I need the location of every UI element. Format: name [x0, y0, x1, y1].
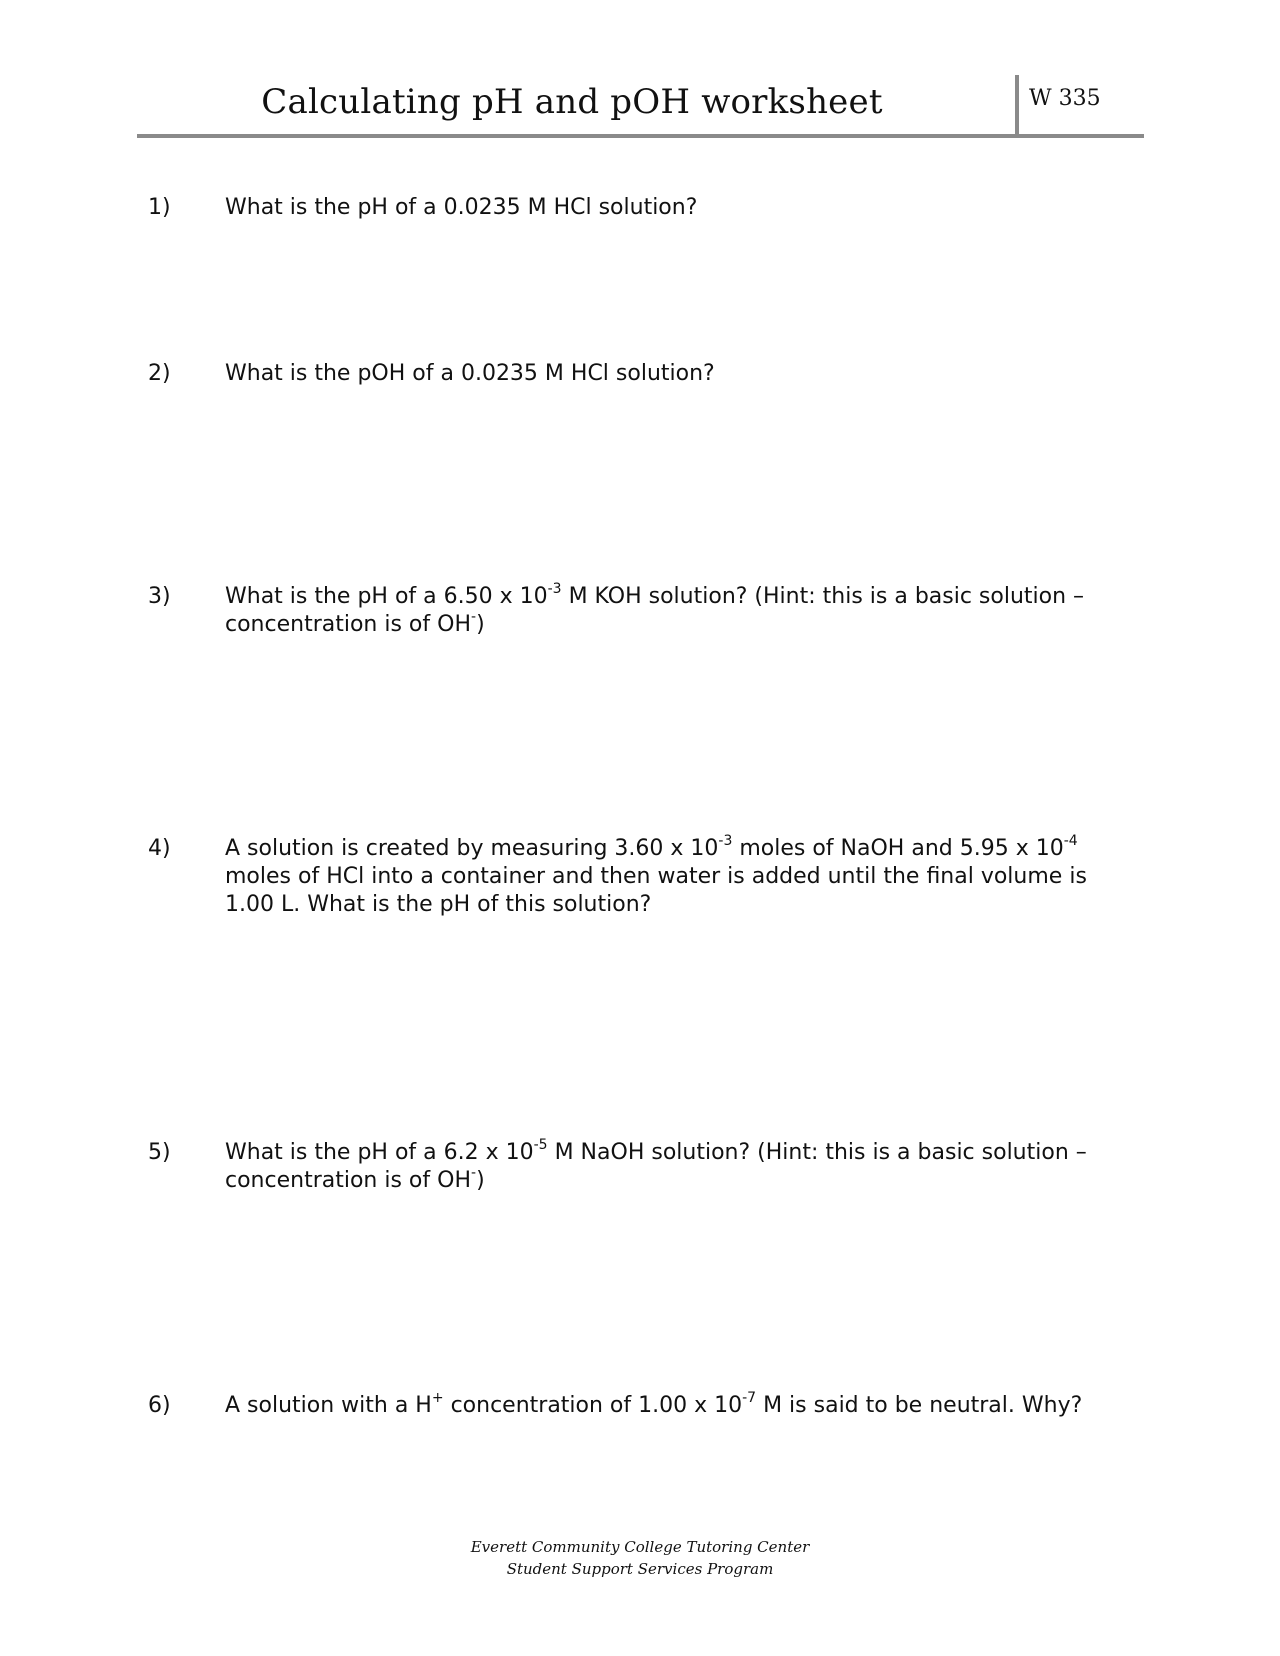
question-1-text [225, 194, 1125, 222]
question-4-part: A solution is created by measuring 3.60 x 10 [225, 836, 719, 861]
header-rule [137, 134, 1144, 138]
question-3-text [225, 580, 1125, 639]
question-3-number: 3) [148, 584, 171, 609]
question-6-number: 6) [148, 1393, 171, 1418]
question-6-part: M is said to be neutral. Why? [756, 1393, 1083, 1418]
question-6-exponent: -7 [742, 1389, 757, 1406]
question-4-text [225, 832, 1125, 919]
question-1-number: 1) [148, 195, 171, 220]
question-4-part: moles of HCl into a container and then water is added until the final volume is 1.00 L. What is the pH of this solution? [225, 864, 1087, 917]
question-5-part: What is the pH of a 6.2 x 10 [225, 1140, 534, 1165]
question-6-charge: + [431, 1389, 444, 1406]
question-5-part: M NaOH solution? (Hint: this is a basic solution – concentration is of OH [225, 1140, 1087, 1193]
question-5-part: ) [476, 1168, 485, 1193]
question-5-charge: - [471, 1164, 477, 1181]
question-3-charge: - [471, 608, 477, 625]
question-3-part: ) [476, 612, 485, 637]
footer-line-1: Everett Community College Tutoring Center [470, 1538, 810, 1556]
question-3-part: M KOH solution? (Hint: this is a basic solution – concentration is of OH [225, 584, 1085, 637]
question-6-part: concentration of 1.00 x 10 [443, 1393, 743, 1418]
question-6-part: A solution with a H [225, 1393, 432, 1418]
footer [0, 1536, 1280, 1580]
question-4-number: 4) [148, 836, 171, 861]
question-2-text [225, 360, 1125, 388]
question-6-text [225, 1389, 1125, 1420]
question-4-part: moles of NaOH and 5.95 x 10 [732, 836, 1064, 861]
question-4-exponent: -3 [718, 832, 733, 849]
question-3-part: What is the pH of a 6.50 x 10 [225, 584, 548, 609]
question-5-text [225, 1136, 1125, 1195]
question-1-part: What is the pH of a 0.0235 M HCl solution? [225, 195, 698, 220]
worksheet-title: Calculating pH and pOH worksheet [261, 82, 883, 122]
question-3-exponent: -3 [547, 580, 562, 597]
question-5-exponent: -5 [533, 1136, 548, 1153]
question-2-part: What is the pOH of a 0.0235 M HCl solution? [225, 361, 715, 386]
header-divider [1015, 75, 1019, 136]
question-5-number: 5) [148, 1140, 171, 1165]
question-2-number: 2) [148, 361, 171, 386]
question-4-exponent: -4 [1063, 832, 1078, 849]
worksheet-code: W 335 [1029, 86, 1101, 111]
footer-line-2: Student Support Services Program [506, 1560, 774, 1578]
